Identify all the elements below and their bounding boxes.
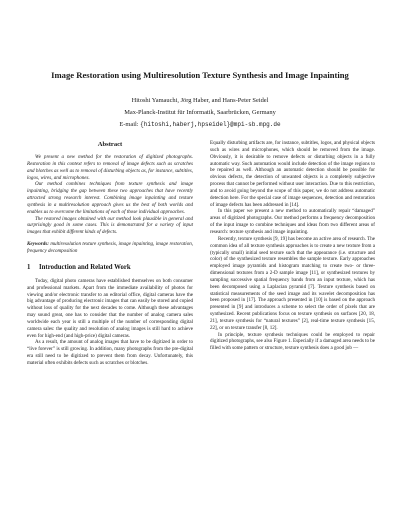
abstract-paragraph: We present a new method for the restoration of digitized photographs. Restoration in this context refers to removal of image defects such as scratches and blotches as well as to removal of disturbing objects as, for instance, subtitles, logos, wires, and microphones. bbox=[27, 154, 193, 181]
paper-authors: Hitoshi Yamauchi, Jörg Haber, and Hans-Peter Seidel bbox=[131, 97, 269, 104]
email-address: {hitoshi,haberj,hpseidel}@mpi-sb.mpg.de bbox=[140, 121, 281, 128]
paper-affiliation: Max-Planck-Institut für Informatik, Saarbrücken, Germany bbox=[124, 109, 276, 116]
section-number: 1 bbox=[27, 263, 31, 271]
body-paragraph: Today, digital photo cameras have established themselves on both consumer and professional markets. Apart from the immediate availability of photos for viewing and/or electronic transfer to an editorial office, digital cameras have the big advantage of producing electronic images that can easily be stored and copied without loss of quality for the next decades to come. Although these advantages may sound great, one has to consider that the number of analog camera sales worldwide each year is still a multiple of the number of corresponding digital camera sales: the quality and resolution of analog images is still hard to achieve even for high-end (and high-price) digital cameras. bbox=[27, 277, 193, 339]
keywords-label: Keywords: bbox=[27, 241, 49, 248]
abstract-heading: Abstract bbox=[97, 141, 123, 148]
left-column bbox=[27, 140, 193, 367]
keywords bbox=[27, 241, 193, 255]
right-column bbox=[210, 140, 375, 352]
body-paragraph: In this paper we present a new method to automatically repair “damaged” areas of digitized photographs. Our method performs a frequency decomposition of the input image to combine techniques and ideas from two different areas of research: texture synthesis and image inpainting. bbox=[210, 208, 375, 235]
body-paragraph: Equally disturbing artifacts are, for instance, subtitles, logos, and physical objects such as wires and microphones, which should be removed from the image. Obviously, it is desirable to remove defects or disturbing objects in a fully automatic way. Such automation would include detection of the image regions to be repaired as well. Although an automatic detection should be possible for obvious defects, the detection of unwanted objects is a completely subjective process that cannot be performed without user interaction. Due to this restriction, and to avoid going beyond the scope of this paper, we do not address automatic detection here. For the special case of image sequences, detection and restoration of image defects has been addressed in [14]. bbox=[210, 140, 375, 208]
body-paragraph: Recently, texture synthesis [9, 19] has become an active area of research. The common idea of all texture synthesis approaches is to create a new texture from a (typically small) initial seed texture such that the appearance (i.e. structure and color) of the synthesized texture resembles the sample texture. Early approaches employed image pyramids and histogram matching to create two- or three-dimensional textures from a 2-D sample image [11], or synthesized textures by sampling successive spatial frequency bands from an input texture, which has been decomposed using a Laplacian pyramid [7]. Texture synthesis based on statistical measurements of the seed image and its wavelet decomposition has been proposed in [17]. The approach presented in [10] is based on the approach presented in [9] and introduces a scheme to select the order of pixels that are synthesized. Recent publications focus on texture synthesis on surfaces [20, 18, 21], texture synthesis for “natural textures” [2], real-time texture synthesis [15, 22], or on texture transfer [8, 12]. bbox=[210, 235, 375, 331]
body-paragraph: In principle, texture synthesis techniques could be employed to repair digitized photographs, see also Figure 1. Especially if a damaged area needs to be filled with some pattern or structure, texture synthesis does a good job — bbox=[210, 331, 375, 352]
abstract-paragraph: The restored images obtained with our method look plausible in general and surprisingly good in some cases. This is demonstrated for a variety of input images that exhibit different kinds of defects. bbox=[27, 215, 193, 236]
abstract-paragraph: Our method combines techniques from texture synthesis and image inpainting, bridging the gap between these two approaches that have recently attracted strong research interest. Combining image inpainting and texture synthesis in a multiresolution approach gives us the best of both worlds and enables us to overcome the limitations of each of those individual approaches. bbox=[27, 181, 193, 215]
keywords-text: multiresolution texture synthesis, image inpainting, image restoration, frequency decomposition bbox=[27, 241, 193, 254]
paper-email bbox=[0, 119, 400, 131]
section-title: Introduction and Related Work bbox=[39, 263, 131, 271]
section-heading bbox=[27, 263, 193, 273]
paper-title: Image Restoration using Multiresolution Texture Synthesis and Image Inpainting bbox=[51, 70, 349, 80]
email-prefix: E-mail: bbox=[119, 121, 141, 128]
body-paragraph: As a result, the amount of analog images that have to be digitized in order to “live forever” is still growing. In addition, many photographs from the pre-digital era still need to be digitized to prevent them from decay. Unfortunately, this material often exhibits defects such as scratches or blotches. bbox=[27, 339, 193, 366]
